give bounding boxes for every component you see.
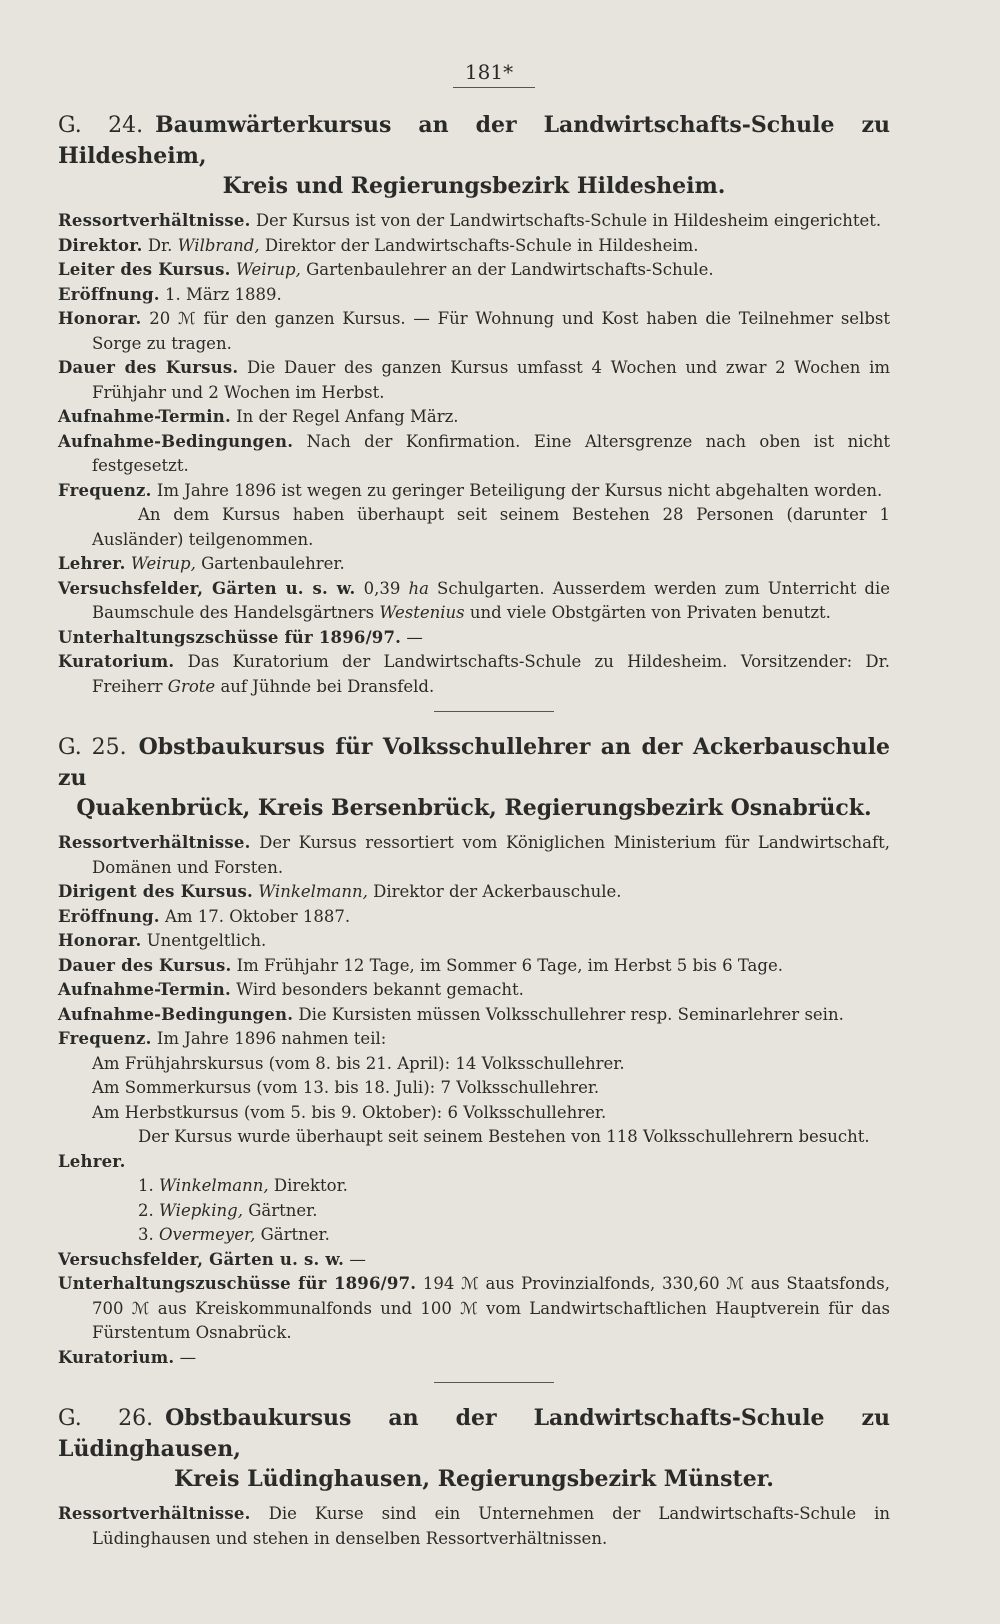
section-g24 [58, 110, 890, 712]
entry-frequenz: Frequenz. Im Jahre 1896 ist wegen zu geringer Beteiligung der Kursus nicht abgehalten worden. [58, 480, 883, 500]
section-title-line1: G. 26. Obstbaukursus an der Landwirtschafts-Schule zu Lüdinghausen, [58, 1405, 891, 1462]
entry-versuchsfelder: Versuchsfelder, Gärten u. s. w. — [58, 1249, 366, 1269]
entry-bedingungen: Aufnahme-Bedingungen. Die Kursisten müssen Volksschullehrer resp. Seminarlehrer sein. [58, 1004, 844, 1024]
entry-termin: Aufnahme-Termin. Wird besonders bekannt gemacht. [58, 980, 524, 999]
entry-dauer: Dauer des Kursus. Im Frühjahr 12 Tage, im Sommer 6 Tage, im Herbst 5 bis 6 Tage. [58, 955, 783, 975]
entry-ressort: Ressortverhältnisse. Die Kurse sind ein Unternehmen der Landwirtschafts-Schule in Lüdinghausen und stehen in denselben Ressortverhältnissen. [58, 1504, 891, 1548]
lehrer-list-item: 1. Winkelmann, Direktor. [138, 1176, 348, 1195]
entry-honorar: Honorar. 20 ℳ für den ganzen Kursus. — Für Wohnung und Kost haben die Teilnehmer selbst Sorge zu tragen. [58, 309, 891, 353]
section-number: G. 26. [58, 1406, 154, 1431]
section-title [58, 110, 890, 201]
entry-bedingungen: Aufnahme-Bedingungen. Nach der Konfirmation. Eine Altersgrenze nach oben ist nicht festgesetzt. [58, 431, 890, 475]
frequenz-paragraph: Der Kursus wurde überhaupt seit seinem Bestehen von 118 Volksschullehrern besucht. [138, 1127, 870, 1146]
entry-versuchsfelder: Versuchsfelder, Gärten u. s. w. 0,39 ha Schulgarten. Ausserdem werden zum Unterricht die Baumschule des Handelsgärtners Westenius und viele Obstgärten von Privaten benutzt. [58, 578, 891, 622]
section-separator [434, 1382, 554, 1383]
section-number: G. 25. [58, 735, 127, 760]
entry-dauer: Dauer des Kursus. Die Dauer des ganzen Kursus umfasst 4 Wochen und zwar 2 Wochen im Frühjahr und 2 Wochen im Herbst. [58, 358, 891, 402]
frequenz-line: Am Herbstkursus (vom 5. bis 9. Oktober): 6 Volksschullehrer. [92, 1102, 607, 1122]
entry-termin: Aufnahme-Termin. In der Regel Anfang März. [58, 407, 459, 426]
lehrer-list-item: 2. Wiepking, Gärtner. [138, 1200, 318, 1220]
entry-dirigent: Dirigent des Kursus. Winkelmann, Direktor der Ackerbauschule. [58, 882, 622, 901]
section-title-line2: Quakenbrück, Kreis Bersenbrück, Regierungsbezirk Osnabrück. [76, 795, 872, 821]
frequenz-line: Am Sommerkursus (vom 13. bis 18. Juli): 7 Volksschullehrer. [92, 1078, 600, 1097]
section-separator [434, 711, 554, 712]
entry-kuratorium: Kuratorium. — [58, 1347, 197, 1367]
entry-lehrer: Lehrer. [58, 1151, 126, 1171]
entry-ressort: Ressortverhältnisse. Der Kursus ressortiert vom Königlichen Ministerium für Landwirtschaft, Domänen und Forsten. [58, 833, 890, 877]
section-title-line2: Kreis Lüdinghausen, Regierungsbezirk Münster. [174, 1466, 774, 1492]
entry-eroeffnung: Eröffnung. Am 17. Oktober 1887. [58, 906, 351, 926]
page-number: 181* [464, 60, 514, 84]
entry-unterhalt: Unterhaltungszschüsse für 1896/97. — [58, 627, 423, 647]
section-number: G. 24. [58, 113, 144, 138]
section-g25 [58, 732, 890, 1383]
entry-eroeffnung: Eröffnung. 1. März 1889. [58, 284, 282, 304]
section-title-line1: G. 25. Obstbaukursus für Volksschullehrer an der Ackerbauschule zu [58, 734, 891, 791]
section-g26 [58, 1403, 890, 1551]
lehrer-list-item: 3. Overmeyer, Gärtner. [138, 1225, 330, 1244]
entry-direktor: Direktor. Dr. Wilbrand, Direktor der Landwirtschafts-Schule in Hildesheim. [58, 235, 699, 255]
frequenz-line: Am Frühjahrskursus (vom 8. bis 21. April): 14 Volksschullehrer. [92, 1053, 625, 1073]
frequenz-paragraph: An dem Kursus haben überhaupt seit seinem Bestehen 28 Personen (darunter 1 Ausländer) teilgenommen. [92, 505, 890, 549]
section-title [58, 732, 890, 823]
entry-lehrer: Lehrer. Weirup, Gartenbaulehrer. [58, 554, 345, 573]
entry-honorar: Honorar. Unentgeltlich. [58, 931, 267, 950]
section-title-line1: G. 24. Baumwärterkursus an der Landwirtschafts-Schule zu Hildesheim, [58, 112, 890, 169]
entry-unterhalt: Unterhaltungszuschüsse für 1896/97. 194 ℳ aus Provinzialfonds, 330,60 ℳ aus Staatsfonds, 700 ℳ aus Kreiskommunalfonds und 100 ℳ vom Landwirtschaftlichen Hauptverein für das Fürstentum Osnabrück. [58, 1274, 890, 1342]
section-title-line2: Kreis und Regierungsbezirk Hildesheim. [222, 173, 726, 199]
entry-frequenz: Frequenz. Im Jahre 1896 nahmen teil: [58, 1029, 387, 1048]
entry-kuratorium: Kuratorium. Das Kuratorium der Landwirtschafts-Schule zu Hildesheim. Vorsitzender: Dr. Freiherr Grote auf Jühnde bei Dransfeld. [58, 652, 890, 696]
section-title [58, 1403, 890, 1494]
entry-leiter: Leiter des Kursus. Weirup, Gartenbaulehrer an der Landwirtschafts-Schule. [58, 260, 714, 279]
entry-ressort: Ressortverhältnisse. Der Kursus ist von der Landwirtschafts-Schule in Hildesheim eingerichtet. [58, 211, 882, 230]
page-number-rule [453, 87, 535, 88]
